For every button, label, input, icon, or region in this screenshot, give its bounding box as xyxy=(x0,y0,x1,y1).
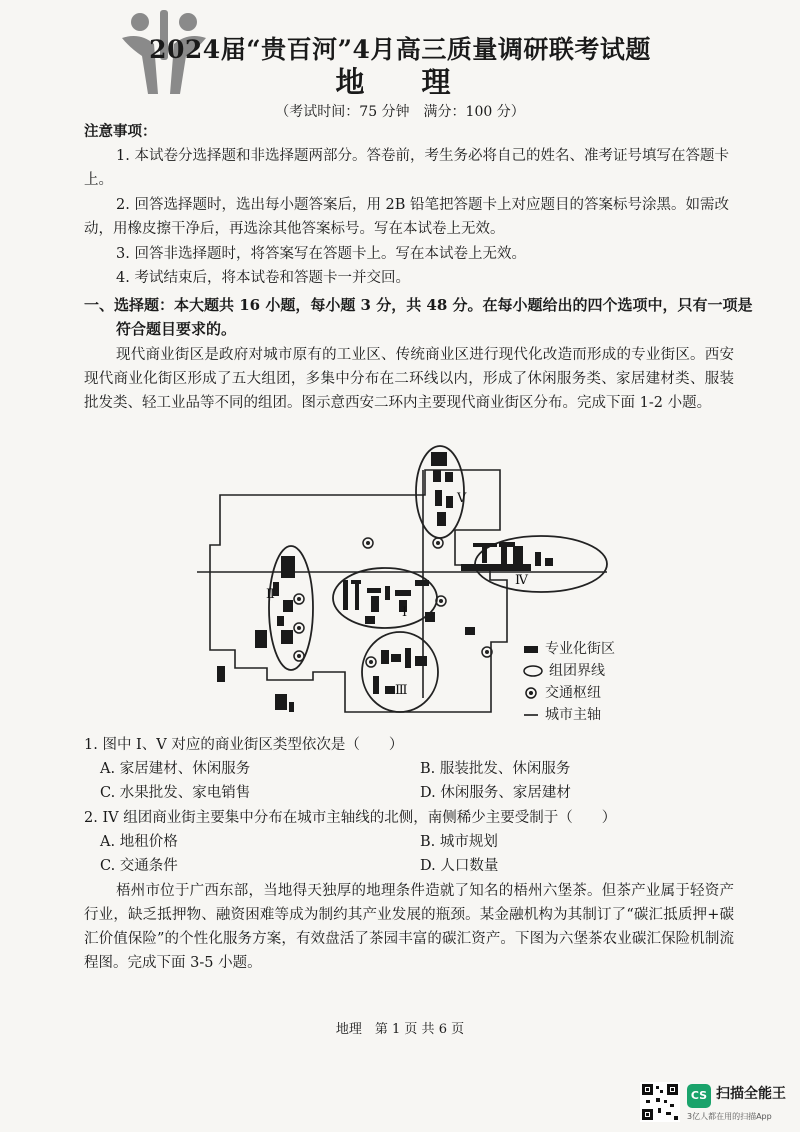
question-option: B. 服装批发、休闲服务 xyxy=(420,761,571,777)
cluster-label-ii: Ⅱ xyxy=(266,587,275,602)
legend-row-cluster xyxy=(522,660,615,682)
intro-paragraph: 梧州市位于广西东部，当地得天独厚的地理条件造就了知名的梧州六堡茶。但茶产业属于轻资产行业，缺乏抵押物、融资困难等成为制约其产业发展的瓶颈。某金融机构为其制订了“碳汇抵质押+碳汇价值保险”的个性化服务方案，有效盘活了茶园丰富的碳汇资产。下图为六堡茶农业碳汇保险机制流程图。完成下面 3-5 小题。 xyxy=(84,883,734,971)
qr-code-icon xyxy=(640,1082,680,1122)
scanner-app-slogan: 3亿人都在用的扫描App xyxy=(687,1112,772,1121)
cluster-label-i: Ⅰ xyxy=(402,605,408,620)
cluster-label-iv: Ⅳ xyxy=(515,573,528,588)
note-item: 4. 考试结束后，将本试卷和答题卡一并交回。 xyxy=(116,270,410,286)
question-option: A. 家居建材、休闲服务 xyxy=(100,761,251,777)
question-option: C. 交通条件 xyxy=(100,858,178,874)
section-heading: 一、选择题：本大题共 16 小题，每小题 3 分，共 48 分。在每小题给出的四个选项中，只有一项是符合题目要求的。 xyxy=(84,296,753,338)
street-block-icon xyxy=(522,644,540,654)
legend-row-hub xyxy=(522,682,615,704)
question-stem: 1. 图中 I、V 对应的商业街区类型依次是（ ） xyxy=(84,737,404,753)
subject-title: 地 理 xyxy=(335,65,465,99)
note-item: 1. 本试卷分选择题和非选择题两部分。答卷前，考生务必将自己的姓名、准考证号填写在答题卡上。 xyxy=(84,148,729,188)
legend-label: 城市主轴 xyxy=(545,707,601,723)
cluster-boundary-icon xyxy=(522,664,544,678)
legend-label: 专业化街区 xyxy=(545,641,615,657)
scanner-app-name: 扫描全能王 xyxy=(716,1086,786,1102)
question-option: D. 休闲服务、家居建材 xyxy=(420,785,571,801)
question-option: C. 水果批发、家电销售 xyxy=(100,785,251,801)
notes-heading: 注意事项： xyxy=(84,123,157,140)
question-stem: 2. IV 组团商业街主要集中分布在城市主轴线的北侧，南侧稀少主要受制于（ ） xyxy=(84,810,617,826)
legend-label: 交通枢纽 xyxy=(545,685,601,701)
exam-title: 2024届“贵百河”4月高三质量调研联考试题 xyxy=(149,35,651,64)
transport-hubs xyxy=(294,538,492,667)
question-option: D. 人口数量 xyxy=(420,858,499,874)
question-option: B. 城市规划 xyxy=(420,834,498,850)
legend-label: 组团界线 xyxy=(549,663,605,679)
note-item: 2. 回答选择题时，选出每小题答案后，用 2B 铅笔把答题卡上对应题目的答案标号涂黑。如需改动，用橡皮擦干净后，再选涂其他答案标号。写在本试卷上无效。 xyxy=(84,197,730,237)
map-legend xyxy=(522,638,615,726)
camscanner-logo-icon: CS xyxy=(687,1084,711,1108)
city-axis-icon xyxy=(522,710,540,720)
legend-row-axis xyxy=(522,704,615,726)
intro-paragraph: 现代商业街区是政府对城市原有的工业区、传统商业区进行现代化改造而形成的专业街区。西安现代商业化街区形成了五大组团，多集中分布在二环线以内，形成了休闲服务类、家居建材类、服装批发类、轻工业品等不同的组团。图示意西安二环内主要现代商业街区分布。完成下面 1-2 小题。 xyxy=(84,347,734,411)
legend-row-street xyxy=(522,638,615,660)
cluster-label-iii: Ⅲ xyxy=(395,683,408,698)
exam-info: （考试时间：75 分钟 满分：100 分） xyxy=(275,104,525,120)
transport-hub-icon xyxy=(522,686,540,700)
question-option: A. 地租价格 xyxy=(100,834,178,850)
cluster-boundary-iii xyxy=(362,632,438,712)
cluster-label-v: Ⅴ xyxy=(457,491,467,506)
page-footer: 地理 第 1 页 共 6 页 xyxy=(335,1022,465,1037)
note-item: 3. 回答非选择题时，将答案写在答题卡上。写在本试卷上无效。 xyxy=(116,246,526,262)
